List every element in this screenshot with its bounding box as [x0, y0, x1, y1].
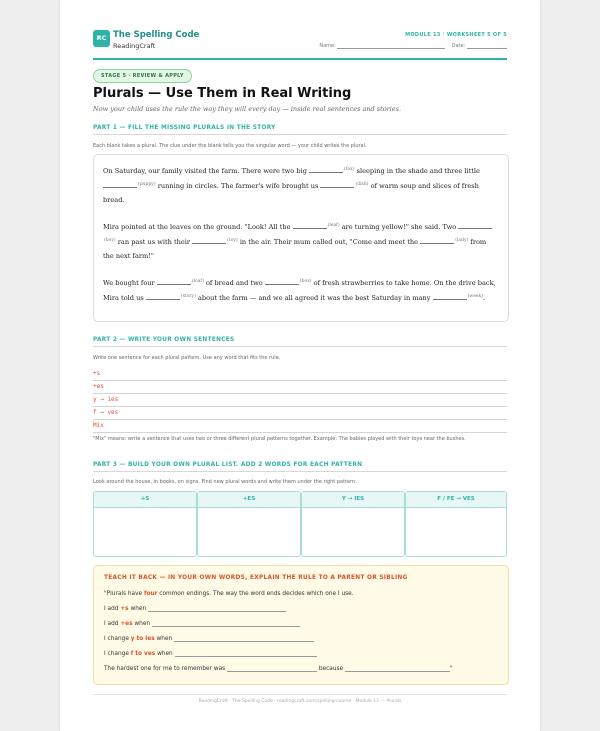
column-f-ves[interactable] — [405, 491, 507, 557]
blank-loaf[interactable] — [157, 276, 191, 285]
hint-story: (story) — [180, 294, 196, 300]
blank-boy[interactable] — [458, 220, 492, 229]
hint-toy: (toy) — [227, 238, 238, 244]
story-paragraph-2: Mira pointed at the leaves on the ground. "Look! All the $^{(leaf)}$ are turning yellow!" she said. Two $^{(boy)}$ ran past us with their $^{(toy)}$ in the air. Their mum called out, "Come and meet the $^{(lady)}$ from the next farm!" — [103, 219, 499, 263]
teach-line-f-ves: I change f to ves when — [104, 651, 317, 657]
hint-leaf: (leaf) — [327, 223, 340, 228]
date-field[interactable] — [467, 48, 507, 49]
column-f-ves-header: F / FE → VES — [406, 492, 506, 508]
hint-fox: (fox) — [344, 167, 355, 172]
blank-story[interactable] — [146, 291, 180, 300]
blank-leaf[interactable] — [293, 220, 327, 229]
blank-week[interactable] — [433, 291, 467, 300]
hint-puppy: (puppy) — [138, 182, 156, 188]
hint-week: (week) — [467, 294, 484, 300]
blank-box[interactable] — [265, 276, 299, 285]
name-date-fields — [319, 43, 507, 49]
part1-heading: PART 1 — FILL THE MISSING PLURALS IN THE STORY — [93, 125, 507, 135]
column-es-header: +ES — [198, 492, 300, 508]
hint-dish: (dish) — [355, 182, 369, 188]
page-title: Plurals — Use Them in Real Writing — [93, 86, 352, 101]
stage-badge: STAGE 5 · REVIEW & APPLY — [93, 69, 192, 83]
column-y-ies[interactable] — [301, 491, 405, 557]
hint-boy: (boy) — [104, 238, 116, 244]
blank-dish[interactable] — [320, 179, 354, 188]
story-box — [93, 154, 509, 322]
pattern-line-s[interactable]: +s — [93, 369, 507, 381]
footer-divider — [93, 694, 507, 695]
part3-heading: PART 3 — BUILD YOUR OWN PLURAL LIST. ADD 2 WORDS FOR EACH PATTERN — [93, 462, 507, 472]
teach-heading: TEACH IT BACK — IN YOUR OWN WORDS, EXPLAIN THE RULE TO A PARENT OR SIBLING — [104, 575, 408, 581]
answer-y-ies[interactable] — [174, 641, 314, 642]
blank-lady[interactable] — [420, 235, 454, 244]
part3-instructions: Look around the house, in books, on signs. Find new plural words and write them under the right pattern. — [93, 479, 357, 485]
teach-line-hardest: The hardest one for me to remember was because " — [104, 666, 453, 672]
answer-es[interactable] — [152, 626, 300, 627]
worksheet-page — [60, 0, 540, 731]
page-subtitle: Now your child uses the rule the way they will every day — inside real sentences and stories. — [93, 105, 402, 113]
pattern-line-f-ves[interactable]: f → ves — [93, 408, 507, 420]
hint-lady: (lady) — [455, 238, 469, 244]
answer-f-ves[interactable] — [175, 656, 317, 657]
hint-box: (box) — [299, 279, 312, 284]
pattern-line-mix[interactable]: Mix — [93, 421, 507, 433]
part1-instructions: Each blank takes a plural. The clue under the blank tells you the singular word — your child writes the plural. — [93, 143, 367, 149]
teach-it-back-box — [93, 565, 509, 685]
date-label: Date: — [451, 43, 466, 49]
pattern-line-es[interactable]: +es — [93, 382, 507, 394]
teach-line-es: I add +es when — [104, 621, 300, 627]
teach-line-y-ies: I change y to ies when — [104, 636, 314, 642]
teach-line-s: I add +s when — [104, 606, 286, 612]
column-es[interactable] — [197, 491, 301, 557]
story-paragraph-3: We bought four $^{(loaf)}$ of bread and two $^{(box)}$ of fresh strawberries to take home. On the drive back, Mira told us $^{(story)}$ about the farm — and we all agreed it was the best Saturday in many $^{(week)}$. — [103, 275, 499, 305]
answer-hardest[interactable] — [227, 671, 317, 672]
hint-loaf: (loaf) — [191, 279, 204, 284]
part2-instructions: Write one sentence for each plural pattern. Use any word that fits the rule. — [93, 355, 281, 361]
blank-toy[interactable] — [192, 235, 226, 244]
blank-fox[interactable] — [309, 164, 343, 173]
answer-because[interactable] — [345, 671, 450, 672]
column-s[interactable] — [93, 491, 197, 557]
part2-heading: PART 2 — WRITE YOUR OWN SENTENCES — [93, 337, 507, 347]
pattern-line-y-ies[interactable]: y → ies — [93, 395, 507, 407]
story-paragraph-1: On Saturday, our family visited the farm. There were two big $^{(fox)}$ sleeping in the shade and three little $^{(puppy)}$ running in circles. The farmer's wife brought us $^{(dish)}$ of warm soup and slices of fresh bread. — [103, 163, 499, 207]
name-label: Name: — [319, 43, 336, 49]
name-field[interactable] — [337, 48, 445, 49]
brand-logo: RC — [93, 30, 110, 47]
brand-title: The Spelling Code — [113, 30, 200, 40]
column-y-ies-header: Y → IES — [302, 492, 404, 508]
page-footer: ReadingCraft · The Spelling Code · readingcraft.com/spelling-course · Module 13 — Plurals — [198, 699, 402, 704]
worksheet-header — [93, 30, 507, 60]
module-label: MODULE 13 · WORKSHEET 5 OF 5 — [405, 32, 507, 38]
column-s-header: +S — [94, 492, 196, 508]
brand-subtitle: ReadingCraft — [113, 42, 156, 50]
answer-s[interactable] — [148, 611, 286, 612]
teach-line-1: "Plurals have four common endings. The way the word ends decides which one I use. — [104, 591, 354, 597]
mix-note: "Mix" means: write a sentence that uses two or three different plural patterns together. Example: The babies played with their toys near the bushes. — [93, 436, 466, 442]
plural-list-grid — [93, 491, 507, 556]
blank-puppy[interactable] — [103, 179, 137, 188]
